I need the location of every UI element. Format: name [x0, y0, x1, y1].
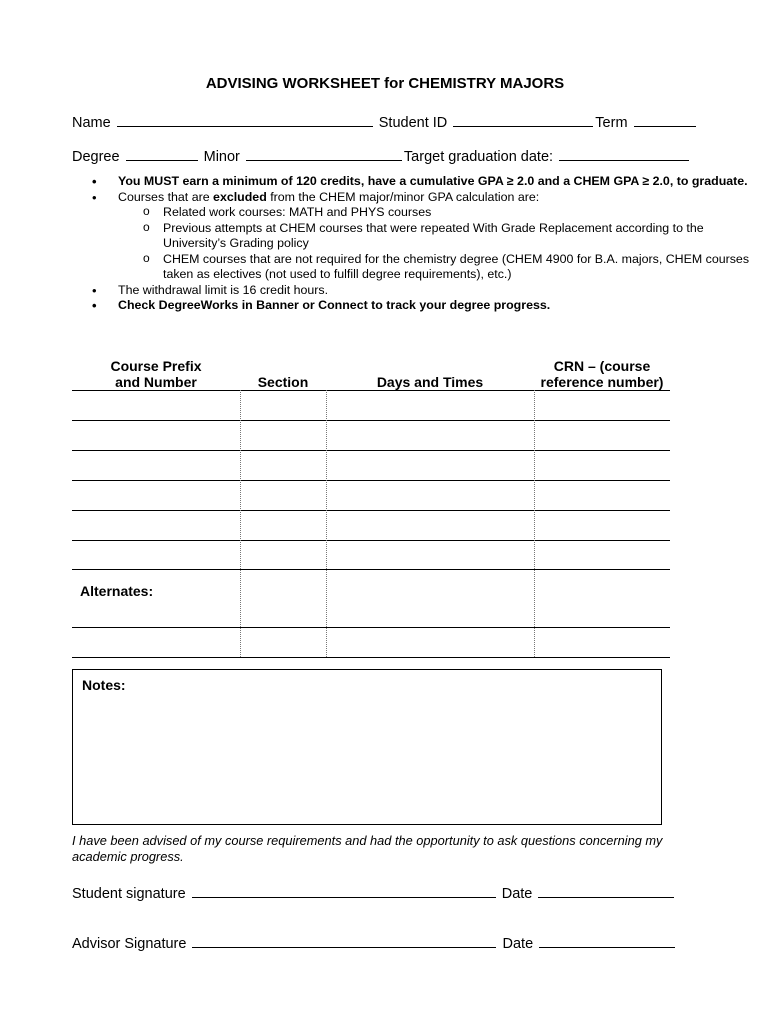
alternate-row[interactable] [72, 657, 670, 658]
minor-field[interactable] [246, 146, 402, 161]
withdrawal-limit-text: The withdrawal limit is 16 credit hours. [118, 282, 329, 297]
advisor-date-label: Date [502, 936, 534, 952]
excluded-text-post: from the CHEM major/minor GPA calculation are: [266, 189, 540, 204]
degree-row [72, 146, 691, 165]
identity-row [72, 112, 698, 131]
alternates-label: Alternates: [80, 583, 154, 599]
header-course-prefix [80, 358, 232, 390]
table-row[interactable] [72, 480, 670, 481]
sub-item-previous-attempts: o Previous attempts at CHEM courses that were repeated With Grade Replacement according to the University’s Grading policy [163, 221, 758, 252]
notes-label: Notes: [82, 677, 126, 693]
list-item-credits [118, 174, 758, 190]
excluded-sublist [118, 205, 758, 283]
advisor-signature-field[interactable] [192, 933, 496, 948]
degreeworks-text: Check DegreeWorks in Banner or Connect to track your degree progress. [118, 298, 551, 312]
student-signature-row [72, 883, 676, 902]
advisor-signature-row [72, 933, 677, 952]
degree-label: Degree [72, 149, 120, 165]
student-id-label: Student ID [378, 115, 448, 131]
header-crn [534, 358, 670, 390]
sub-item-related-work: o Related work courses: MATH and PHYS courses [163, 205, 758, 221]
name-field[interactable] [117, 112, 373, 127]
header-course-line2: and Number [115, 374, 197, 390]
column-divider [240, 390, 241, 657]
student-id-field[interactable] [453, 112, 593, 127]
student-signature-label: Student signature [72, 886, 186, 902]
header-course-line1: Course Prefix [110, 358, 202, 374]
list-item-withdrawal [118, 283, 758, 299]
column-divider [326, 390, 327, 657]
table-row[interactable] [72, 569, 670, 570]
header-crn-line2: reference number) [540, 374, 664, 390]
header-crn-line1: CRN – (course [553, 358, 651, 374]
sub-item-not-required: o CHEM courses that are not required for the chemistry degree (CHEM 4900 for B.A. majors, CHEM courses taken as electives (not used to fulfill degree requirements), etc.) [163, 252, 758, 283]
degree-field[interactable] [126, 146, 198, 161]
student-date-field[interactable] [538, 883, 674, 898]
header-days-times: Days and Times [376, 374, 484, 390]
list-item-degreeworks [118, 298, 758, 314]
header-section: Section [257, 374, 309, 390]
credits-requirement-text: You MUST earn a minimum of 120 credits, have a cumulative GPA ≥ 2.0 and a CHEM GPA ≥ 2.0, to graduate. [118, 174, 748, 188]
table-row[interactable] [72, 420, 670, 421]
table-row[interactable] [72, 510, 670, 511]
page-title: ADVISING WORKSHEET for CHEMISTRY MAJORS [205, 75, 565, 92]
alternate-row[interactable] [72, 627, 670, 628]
table-row[interactable] [72, 540, 670, 541]
excluded-text-pre: Courses that are [118, 189, 214, 204]
minor-label: Minor [203, 149, 240, 165]
table-row[interactable] [72, 450, 670, 451]
list-item-excluded [118, 190, 758, 283]
notes-box[interactable] [72, 669, 662, 825]
advisor-signature-label: Advisor Signature [72, 936, 187, 952]
table-header-rule [72, 390, 670, 391]
advisor-date-field[interactable] [539, 933, 675, 948]
term-field[interactable] [634, 112, 696, 127]
excluded-text-bold: excluded [213, 189, 267, 204]
student-date-label: Date [501, 886, 533, 902]
advising-statement: I have been advised of my course requirements and had the opportunity to ask questions concerning my academic progress. [72, 833, 663, 864]
student-signature-field[interactable] [192, 883, 496, 898]
name-label: Name [72, 115, 111, 131]
target-graduation-label: Target graduation date: [403, 149, 554, 165]
column-divider [534, 390, 535, 657]
term-label: Term [595, 115, 628, 131]
target-graduation-field[interactable] [559, 146, 689, 161]
requirements-list [72, 174, 758, 314]
